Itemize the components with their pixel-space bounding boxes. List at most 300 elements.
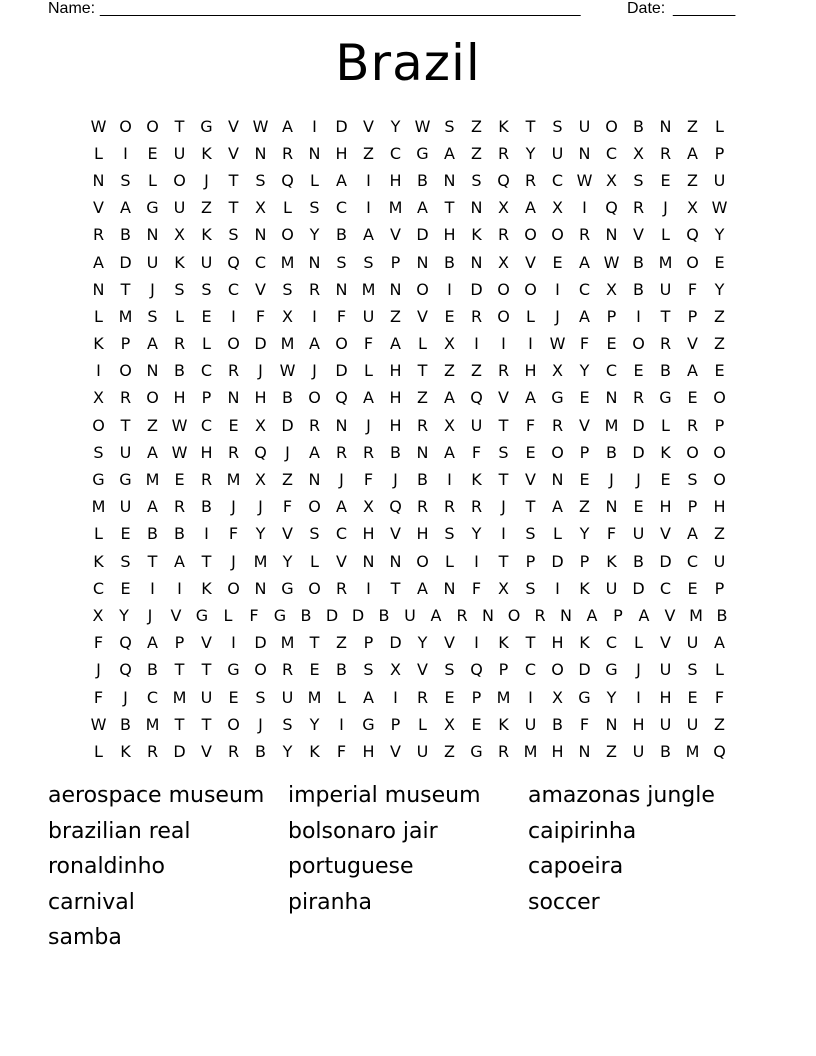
grid-letter: B [633,279,644,299]
grid-letter: L [445,551,454,571]
grid-letter: R [92,225,105,245]
grid-letter: T [201,660,212,680]
grid-letter: X [255,415,266,435]
grid-letter: Q [119,633,132,653]
grid-letter: Q [605,198,618,218]
grid-row [85,466,735,493]
grid-letter: X [255,470,266,490]
grid-letter: H [659,497,672,517]
grid-letter: L [715,660,724,680]
grid-letter: Z [336,633,347,653]
grid-row [85,738,735,765]
grid-letter: R [632,198,645,218]
grid-letter: Z [606,741,617,761]
grid-letter: C [524,660,537,680]
grid-letter: T [201,551,212,571]
grid-letter: G [605,660,618,680]
grid-letter: V [633,225,644,245]
grid-letter: X [498,578,509,598]
grid-letter: M [280,334,295,354]
grid-letter: U [146,252,159,272]
grid-letter: E [687,388,698,408]
grid-letter: K [579,578,590,598]
grid-letter: O [686,442,699,462]
grid-letter: X [390,660,401,680]
grid-letter: J [636,470,641,490]
grid-letter: J [285,442,290,462]
grid-letter: Q [713,741,726,761]
grid-letter: V [664,605,676,625]
grid-letter: T [498,415,509,435]
grid-letter: C [686,551,699,571]
grid-letter: G [551,388,564,408]
grid-letter: A [430,605,442,625]
grid-letter: U [632,741,645,761]
grid-letter: Z [390,306,401,326]
grid-letter: P [579,442,590,462]
grid-letter: O [713,442,726,462]
grid-letter: P [687,497,698,517]
grid-letter: L [310,170,319,190]
grid-letter: R [497,741,510,761]
grid-row [85,195,735,222]
grid-letter: I [447,470,452,490]
grid-letter: I [123,143,128,163]
grid-letter: I [366,578,371,598]
grid-letter: T [444,198,455,218]
grid-letter: U [551,143,564,163]
grid-letter: R [227,442,240,462]
grid-letter: T [120,415,131,435]
letter-grid [85,113,735,766]
grid-letter: S [687,470,698,490]
grid-letter: R [173,334,186,354]
grid-letter: M [145,714,160,734]
grid-letter: B [282,388,293,408]
grid-letter: U [686,633,699,653]
grid-letter: E [120,524,131,544]
grid-letter: N [578,143,591,163]
grid-letter: F [579,334,590,354]
grid-letter: X [633,143,644,163]
grid-letter: L [364,361,373,381]
grid-letter: X [255,198,266,218]
grid-letter: E [309,660,320,680]
grid-letter: B [660,361,671,381]
grid-letter: K [660,442,671,462]
grid-letter: T [228,198,239,218]
grid-letter: L [337,687,346,707]
grid-letter: J [123,687,128,707]
grid-letter: B [633,252,644,272]
grid-letter: J [258,714,263,734]
grid-letter: B [336,660,347,680]
grid-letter: K [201,143,212,163]
grid-letter: G [119,470,132,490]
grid-letter: O [308,388,321,408]
grid-letter: R [281,143,294,163]
grid-letter: L [94,143,103,163]
grid-letter: J [204,170,209,190]
grid-letter: J [366,415,371,435]
grid-letter: V [390,741,401,761]
grid-letter: I [312,306,317,326]
grid-letter: I [177,578,182,598]
word-list-item: ronaldinho [48,854,165,879]
grid-letter: E [714,361,725,381]
grid-letter: S [282,279,293,299]
grid-letter: P [714,578,725,598]
puzzle-title: Brazil [335,34,481,92]
grid-letter: H [362,741,375,761]
grid-letter: U [200,687,213,707]
grid-letter: D [281,415,294,435]
grid-letter: A [417,578,428,598]
grid-row [85,276,735,303]
word-list-item: amazonas jungle [528,783,715,808]
grid-letter: Q [497,170,510,190]
grid-letter: V [93,198,104,218]
grid-letter: Y [606,687,617,707]
grid-letter: Z [444,361,455,381]
grid-letter: A [552,497,563,517]
grid-row [85,222,735,249]
grid-letter: I [555,279,560,299]
grid-letter: C [227,279,240,299]
grid-row [85,167,735,194]
grid-letter: L [715,116,724,136]
grid-letter: P [714,415,725,435]
grid-letter: S [525,578,536,598]
grid-letter: G [146,198,159,218]
grid-letter: N [362,551,375,571]
grid-letter: A [579,306,590,326]
grid-letter: F [282,497,293,517]
grid-letter: U [173,143,186,163]
grid-letter: J [96,660,101,680]
grid-letter: C [659,578,672,598]
grid-letter: B [378,605,390,625]
grid-letter: S [633,170,644,190]
grid-letter: I [312,116,317,136]
grid-letter: I [474,334,479,354]
grid-letter: R [659,334,672,354]
grid-letter: L [661,225,670,245]
grid-letter: W [576,170,593,190]
grid-letter: G [362,714,375,734]
grid-letter: J [555,306,560,326]
grid-letter: U [659,279,672,299]
grid-letter: J [393,470,398,490]
grid-letter: O [686,252,699,272]
grid-letter: E [228,415,239,435]
grid-letter: U [119,497,132,517]
grid-letter: F [93,633,104,653]
grid-letter: A [525,388,536,408]
grid-letter: T [525,633,536,653]
grid-letter: B [201,497,212,517]
grid-letter: N [254,143,267,163]
grid-letter: S [201,279,212,299]
grid-letter: Y [390,116,401,136]
grid-letter: V [228,116,239,136]
grid-letter: F [363,470,374,490]
grid-letter: N [308,470,321,490]
grid-letter: I [555,578,560,598]
grid-letter: B [174,524,185,544]
grid-letter: A [417,198,428,218]
grid-letter: E [633,361,644,381]
grid-letter: R [578,225,591,245]
grid-letter: C [200,361,213,381]
grid-letter: N [308,252,321,272]
grid-letter: A [390,334,401,354]
grid-letter: I [636,687,641,707]
grid-letter: A [363,388,374,408]
grid-letter: D [335,116,348,136]
grid-letter: S [552,116,563,136]
grid-letter: A [444,143,455,163]
grid-letter: U [362,306,375,326]
grid-letter: L [634,633,643,653]
grid-letter: L [175,306,184,326]
word-list-item: aerospace museum [48,783,265,808]
grid-letter: B [147,524,158,544]
grid-letter: F [255,306,266,326]
grid-letter: K [498,633,509,653]
grid-letter: A [147,334,158,354]
grid-letter: J [150,279,155,299]
grid-letter: M [496,687,511,707]
grid-letter: E [660,470,671,490]
grid-letter: P [471,687,482,707]
grid-letter: K [606,551,617,571]
grid-letter: N [605,388,618,408]
grid-letter: K [93,551,104,571]
grid-letter: H [524,361,537,381]
grid-row [85,140,735,167]
grid-letter: I [150,578,155,598]
grid-letter: B [552,714,563,734]
grid-letter: K [201,578,212,598]
grid-letter: O [335,334,348,354]
grid-letter: T [228,170,239,190]
date-field-line: _______ [673,0,736,17]
grid-letter: K [498,714,509,734]
grid-row [85,630,735,657]
grid-letter: B [660,741,671,761]
grid-letter: H [389,388,402,408]
grid-letter: U [416,741,429,761]
grid-letter: L [526,306,535,326]
grid-letter: L [94,306,103,326]
grid-letter: P [525,551,536,571]
grid-letter: R [497,225,510,245]
grid-letter: I [636,306,641,326]
grid-letter: W [171,415,188,435]
grid-letter: Z [282,470,293,490]
grid-row [85,494,735,521]
grid-letter: Y [579,524,590,544]
grid-letter: M [145,470,160,490]
grid-letter: P [201,388,212,408]
grid-letter: A [309,442,320,462]
grid-letter: T [201,714,212,734]
grid-letter: E [579,470,590,490]
grid-letter: S [363,660,374,680]
grid-letter: C [605,361,618,381]
name-field-line: ______________________________________________________ [100,0,581,17]
grid-letter: N [92,170,105,190]
grid-letter: V [579,415,590,435]
grid-letter: L [310,551,319,571]
grid-letter: P [120,334,131,354]
grid-letter: H [254,388,267,408]
grid-letter: J [339,470,344,490]
grid-letter: K [471,470,482,490]
grid-letter: A [363,687,374,707]
grid-letter: Q [335,388,348,408]
grid-letter: C [200,415,213,435]
grid-letter: M [523,741,538,761]
grid-letter: N [308,143,321,163]
grid-letter: G [200,116,213,136]
grid-letter: F [249,605,259,625]
grid-letter: W [549,334,566,354]
grid-letter: U [200,252,213,272]
grid-letter: X [552,687,563,707]
grid-letter: O [551,225,564,245]
grid-letter: O [92,415,105,435]
grid-letter: P [579,551,590,571]
grid-letter: N [254,225,267,245]
grid-letter: G [281,578,294,598]
grid-letter: Z [687,170,698,190]
grid-letter: I [231,306,236,326]
grid-letter: E [687,687,698,707]
grid-letter: Y [282,741,293,761]
grid-letter: L [202,334,211,354]
grid-letter: L [661,415,670,435]
grid-letter: N [146,225,159,245]
grid-row [85,602,735,629]
grid-letter: S [471,170,482,190]
grid-letter: Q [227,252,240,272]
grid-letter: M [658,252,673,272]
grid-row [85,711,735,738]
grid-letter: M [388,198,403,218]
grid-letter: M [685,741,700,761]
grid-letter: Z [687,116,698,136]
grid-letter: N [482,605,494,625]
grid-letter: H [173,388,186,408]
grid-letter: H [632,714,645,734]
grid-letter: T [525,497,536,517]
grid-letter: A [714,633,725,653]
grid-letter: U [659,714,672,734]
grid-letter: A [282,116,293,136]
grid-letter: T [174,116,185,136]
grid-letter: O [281,225,294,245]
grid-letter: V [282,524,293,544]
grid-letter: I [204,524,209,544]
grid-letter: Y [714,225,725,245]
grid-letter: C [254,252,267,272]
grid-letter: S [363,252,374,272]
grid-letter: A [444,388,455,408]
grid-letter: S [120,551,131,571]
grid-letter: K [120,741,131,761]
grid-row [85,657,735,684]
grid-letter: R [119,388,132,408]
grid-letter: X [174,225,185,245]
grid-letter: O [416,279,429,299]
grid-letter: I [96,361,101,381]
grid-letter: A [147,633,158,653]
grid-letter: E [660,170,671,190]
grid-letter: Z [579,497,590,517]
grid-letter: V [498,388,509,408]
grid-letter: V [201,633,212,653]
grid-letter: D [173,741,186,761]
grid-letter: N [470,252,483,272]
grid-letter: R [470,306,483,326]
grid-letter: C [92,578,105,598]
grid-letter: T [498,470,509,490]
grid-letter: V [417,306,428,326]
grid-letter: D [632,578,645,598]
grid-letter: V [201,741,212,761]
grid-letter: O [254,660,267,680]
grid-letter: S [309,524,320,544]
word-list-item: soccer [528,889,600,915]
grid-letter: D [632,415,645,435]
grid-letter: U [605,578,618,598]
grid-letter: T [174,660,185,680]
grid-row [85,412,735,439]
grid-letter: N [605,225,618,245]
grid-letter: I [582,198,587,218]
grid-letter: G [273,605,287,625]
grid-letter: Q [470,388,483,408]
grid-letter: A [444,442,455,462]
grid-letter: X [606,170,617,190]
grid-letter: R [470,497,483,517]
grid-letter: F [579,714,590,734]
grid-letter: Q [470,660,483,680]
grid-letter: I [528,687,533,707]
grid-letter: Z [714,714,725,734]
grid-letter: F [363,334,374,354]
grid-letter: X [363,497,374,517]
grid-letter: Z [471,116,482,136]
word-list-item: portuguese [288,854,414,879]
grid-letter: B [633,551,644,571]
grid-letter: N [470,198,483,218]
grid-letter: D [470,279,483,299]
grid-row [85,439,735,466]
grid-letter: X [687,198,698,218]
grid-letter: S [255,687,266,707]
grid-letter: O [713,388,726,408]
grid-letter: P [174,633,185,653]
grid-letter: R [416,497,429,517]
grid-letter: F [471,442,482,462]
grid-letter: O [308,578,321,598]
grid-letter: I [339,714,344,734]
grid-letter: G [659,388,672,408]
grid-letter: G [416,143,429,163]
